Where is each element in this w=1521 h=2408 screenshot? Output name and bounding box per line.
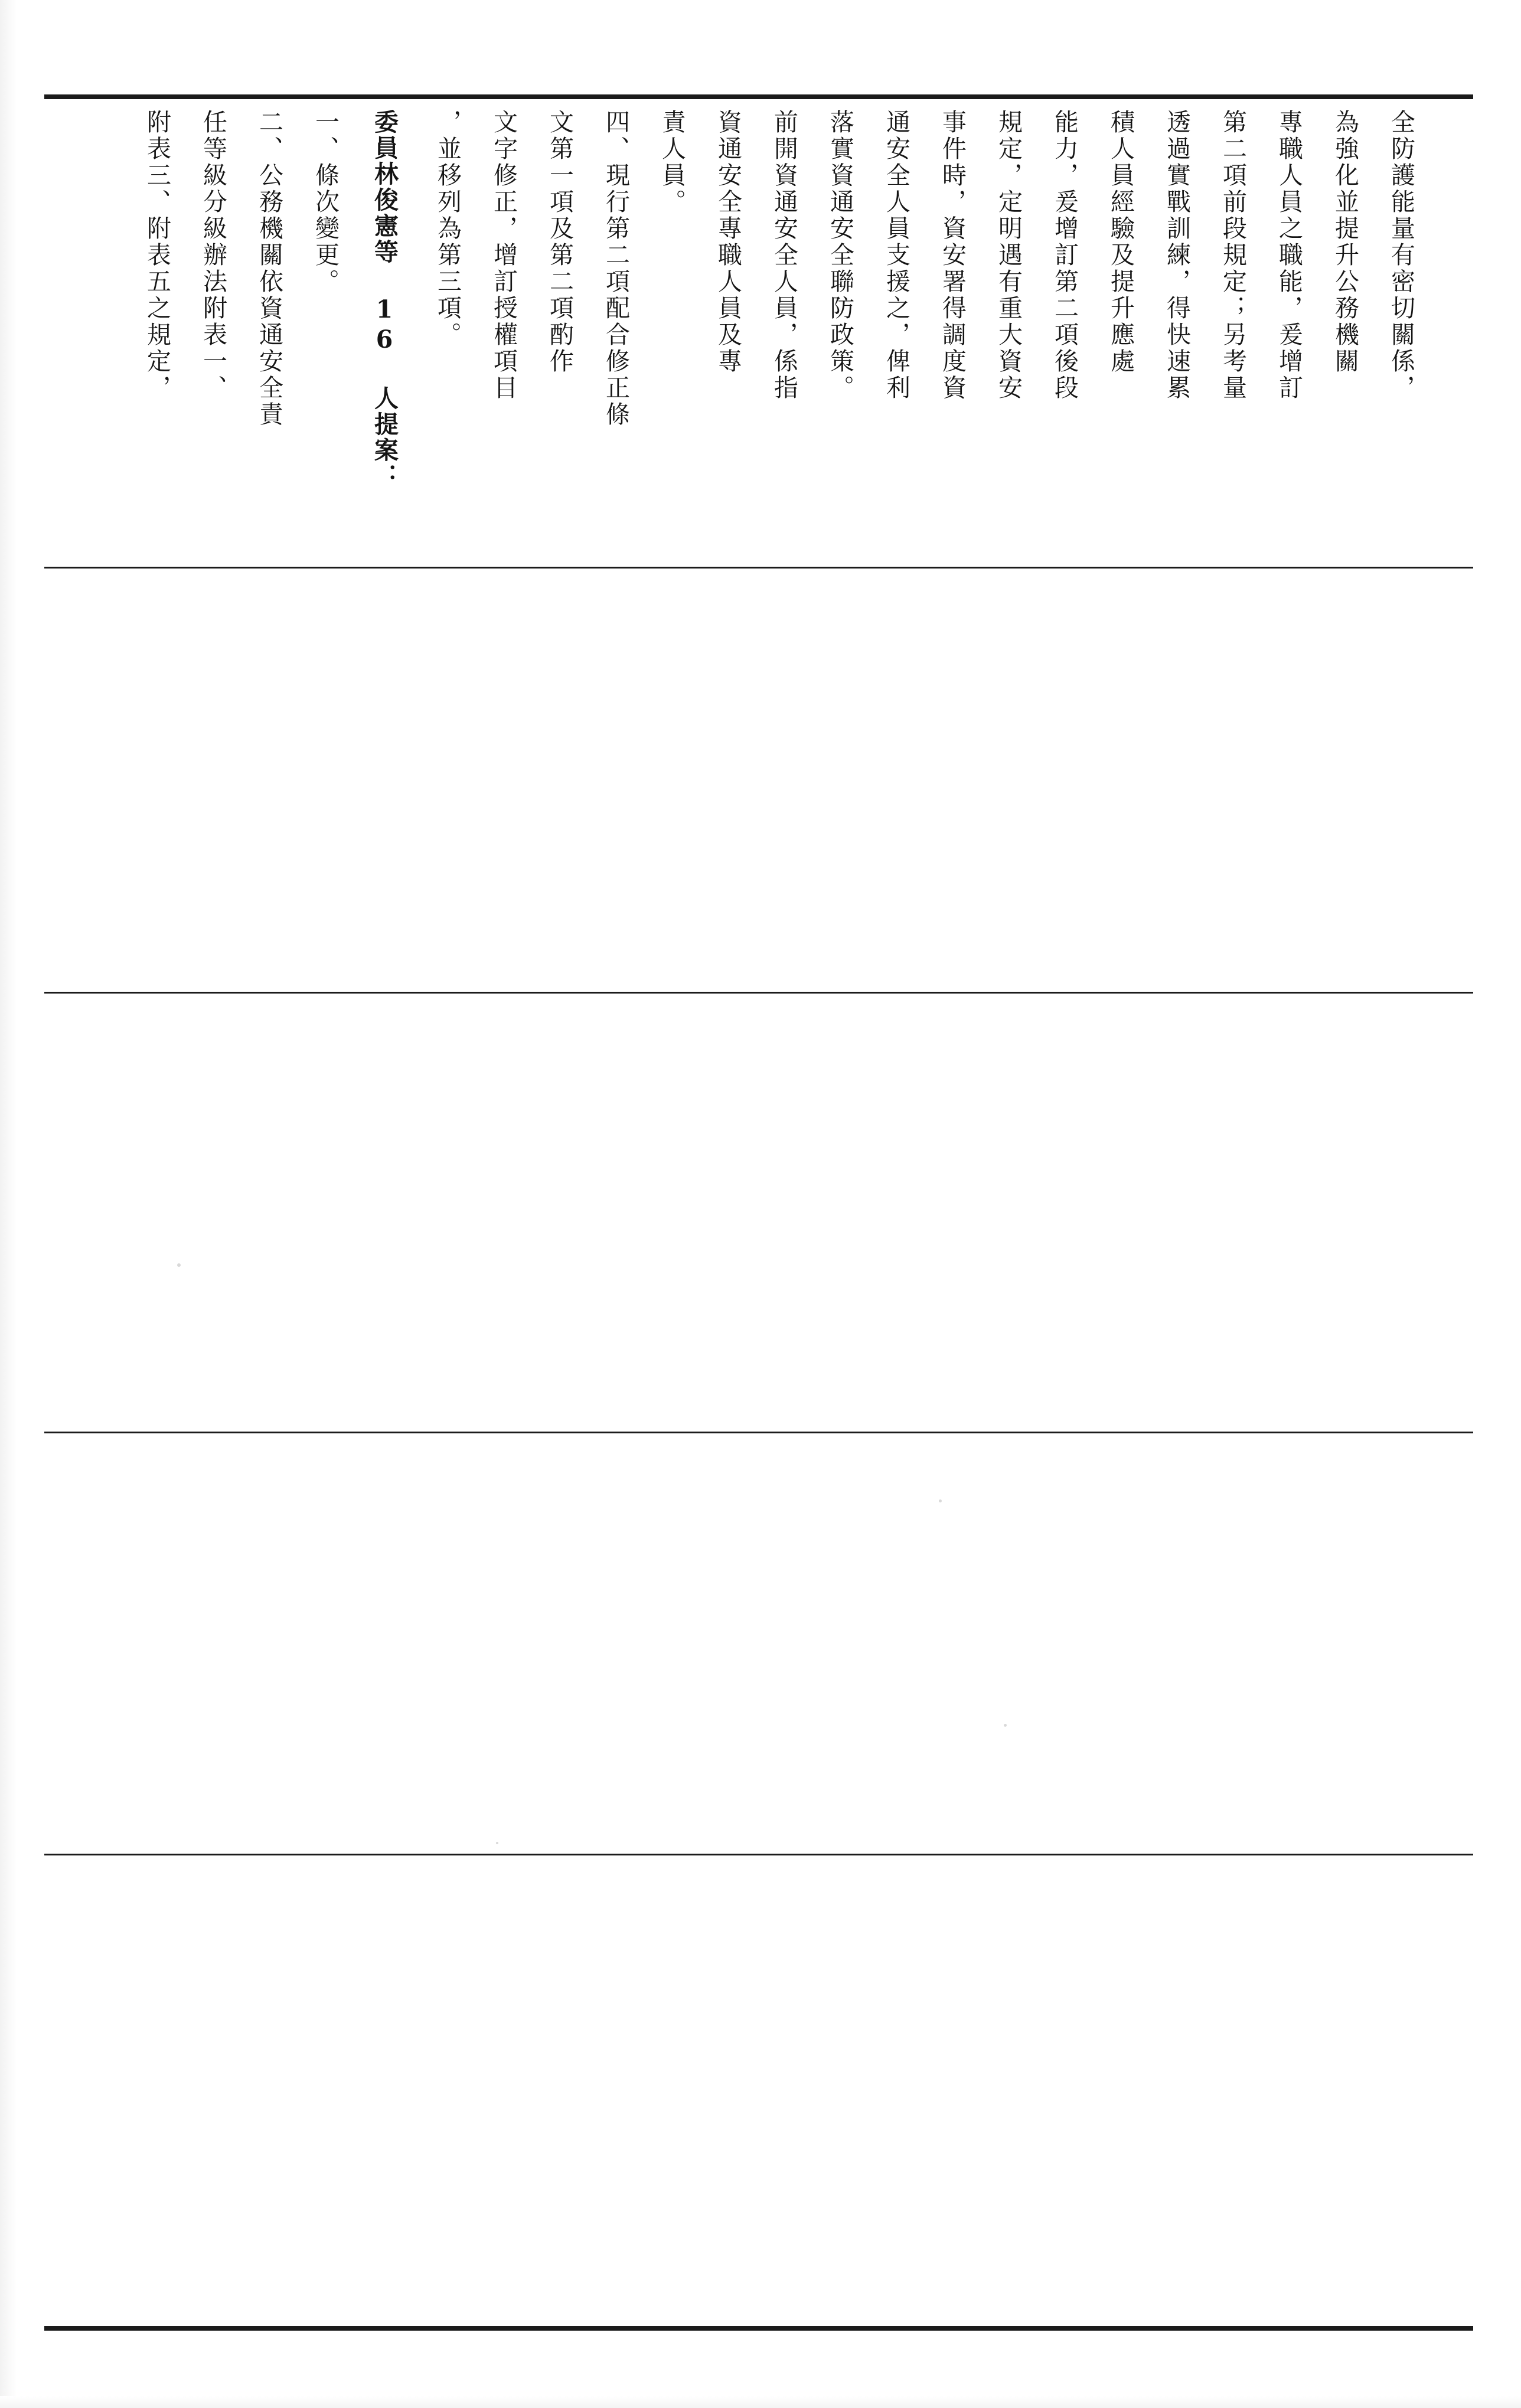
text-column-15 — [603, 109, 628, 558]
rule-section-divider-1 — [44, 567, 1473, 568]
column-text: 透過實戰訓練，得快速累 — [1163, 109, 1191, 401]
scan-speckle — [939, 1499, 942, 1502]
column-text: 附表三、附表五之規定， — [143, 109, 171, 401]
text-column-9 — [938, 109, 967, 558]
column-text: 委員林俊憲等 16 人提案： — [370, 109, 399, 489]
column-text: 任等級分級辦法附表一、 — [199, 109, 227, 401]
text-column-17 — [489, 109, 518, 558]
text-column-4 — [1220, 109, 1245, 558]
page-bottom-edge-shading — [0, 2396, 1521, 2408]
column-text: 文第一項及第二項酌作 — [546, 109, 574, 375]
text-column-11 — [828, 109, 852, 558]
column-text: 為強化並提升公務機關 — [1331, 109, 1359, 375]
text-column-8 — [994, 109, 1023, 558]
page-left-edge-shading — [0, 0, 17, 2408]
column-text: 落實資通安全聯防政策。 — [826, 109, 854, 401]
column-text: 資通安全專職人員及專 — [714, 109, 742, 375]
column-text: 前開資通安全人員，係指 — [770, 109, 798, 401]
text-column-14 — [660, 109, 684, 558]
text-column-20 — [311, 109, 340, 558]
column-text: ，並移列為第三項。 — [433, 109, 462, 348]
column-text: 能力，爰增訂第二項後段 — [1050, 109, 1079, 401]
column-text: 全防護能量有密切關係， — [1387, 109, 1415, 401]
column-text: 四、現行第二項配合修正條 — [602, 109, 630, 428]
column-text: 規定，定明遇有重大資安 — [994, 109, 1023, 401]
scan-speckle — [1004, 1724, 1007, 1727]
text-column-23 — [145, 109, 169, 558]
text-column-19-proposal-heading — [370, 109, 399, 558]
column-text: 第二項前段規定；另考量 — [1219, 109, 1247, 401]
text-column-2 — [1333, 109, 1357, 558]
rule-section-divider-3 — [44, 1432, 1473, 1433]
text-column-12 — [772, 109, 796, 558]
column-text: 專職人員之職能，爰增訂 — [1275, 109, 1303, 401]
rule-bottom-border — [44, 2326, 1473, 2331]
text-column-3 — [1277, 109, 1301, 558]
column-text: 事件時，資安署得調度資 — [938, 109, 967, 401]
text-column-18 — [433, 109, 462, 558]
text-column-6 — [1107, 109, 1135, 558]
rule-top-border — [44, 94, 1473, 99]
scan-speckle — [177, 1263, 181, 1267]
text-column-13 — [716, 109, 740, 558]
text-column-22 — [201, 109, 225, 558]
column-text: 通安全人員支援之，俾利 — [882, 109, 910, 401]
column-text: 二、公務機關依資通安全責 — [255, 109, 283, 428]
text-column-1 — [1389, 109, 1413, 558]
column-text: 文字修正，增訂授權項目 — [489, 109, 518, 401]
column-text: 責人員。 — [658, 109, 686, 215]
rule-section-divider-4 — [44, 1854, 1473, 1855]
column-text: 一、條次變更。 — [311, 109, 340, 295]
scan-speckle — [496, 1842, 498, 1844]
text-column-5 — [1164, 109, 1189, 558]
text-column-21 — [257, 109, 281, 558]
column-text: 積人員經驗及提升應處 — [1107, 109, 1135, 375]
text-column-16 — [547, 109, 572, 558]
rule-section-divider-2 — [44, 992, 1473, 994]
text-column-10 — [884, 109, 908, 558]
text-column-7 — [1050, 109, 1079, 558]
